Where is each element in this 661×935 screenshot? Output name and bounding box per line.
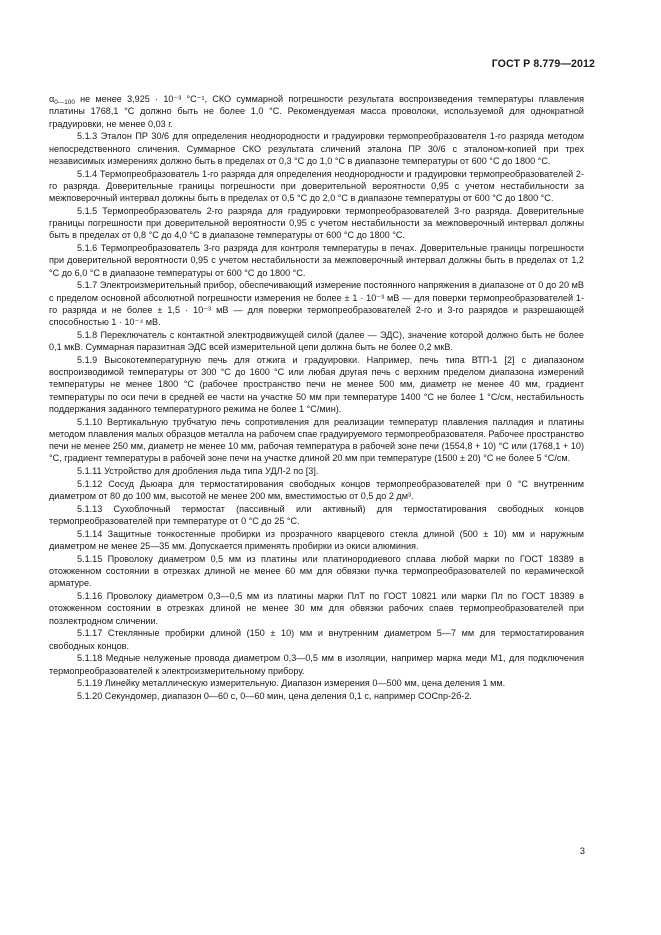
paragraph-continuation (49, 93, 584, 130)
document-body (49, 93, 584, 702)
paragraph-5-1-14: 5.1.14 Защитные тонкостенные пробирки из прозрачного кварцевого стекла длиной (500 ± 10) мм и наружным диаметром не менее 25—35 мм. Допускается применять пробирки из окиси алюминия. (49, 528, 584, 551)
paragraph-5-1-19: 5.1.19 Линейку металлическую измерительную. Диапазон измерения 0—500 мм, цена деления 1 мм. (77, 678, 506, 689)
paragraph-text: не менее 3,925 · 10⁻³ °С⁻¹, СКО суммарной погрешности результата воспроизведения температуры плавления платины 1768,1 °С должно быть не более 1,0 °С. Рекомендуемая масса проволоки, используемой для однократной градуировки, не менее 0,03 г. (49, 94, 584, 129)
paragraph-5-1-17: 5.1.17 Стеклянные пробирки длиной (150 ± 10) мм и внутренним диаметром 5—7 мм для термостатирования свободных концов. (49, 628, 584, 651)
paragraph-5-1-11: 5.1.11 Устройство для дробления льда типа УДЛ-2 по [3]. (77, 466, 319, 476)
alpha-symbol: α (49, 94, 55, 104)
paragraph-5-1-8: 5.1.8 Переключатель с контактной электродвижущей силой (далее — ЭДС), значение которой должно быть не более 0,1 мкВ. Суммарная паразитная ЭДС всей измерительной цепи должна быть не более 0,2 мкВ. (49, 329, 584, 352)
paragraph-5-1-10: 5.1.10 Вертикальную трубчатую печь сопротивления для реализации температур плавления палладия и платины методом плавления малых образцов металла на рабочем спае градуируемого термопреобразователя. Рабочее пространство печи не менее 250 мм, диаметр не менее 10 мм, рабочая температура в рабочей зоне печи (1554,8 + 10) °С или (1768,1 + 10) °С, градиент температуры в рабочей зоне печи на участке длиной 20 мм при температуре (1500 ± 20) °С не более 5 °С/см. (49, 416, 584, 464)
paragraph-5-1-4: 5.1.4 Термопреобразователь 1-го разряда для определения неоднородности и градуировки термопреобразователей 2-го разряда. Доверительные границы погрешности при доверительной вероятности 0,95 с учетом нестабильности за межповерочный интервал должны быть в пределах от 0,5 °С до 2,0 °С в диапазоне температуры от 600 °С до 1800 °С. (49, 168, 584, 203)
paragraph-5-1-9: 5.1.9 Высокотемпературную печь для отжига и градуировки. Например, печь типа ВТП-1 [2] с диапазоном воспроизводимой температуры от 300 °С до 1600 °С или любая другая печь с верхним пределом диапазона измерений температуры не менее 1800 °С (рабочее пространство печи не менее 500 мм, диаметр не менее 40 мм, градиент температуры по оси печи в средней ее части на участке 50 мм при температуре 1400 °С не более 1 °С/см, нестабильность поддержания заданного температурного режима не более 1 °С/мин). (49, 354, 584, 414)
paragraph-5-1-13: 5.1.13 Сухоблочный термостат (пассивный или активный) для термостатирования свободных концов термопреобразователей при температуре от 0 °С до 25 °С. (49, 503, 584, 526)
paragraph-5-1-12: 5.1.12 Сосуд Дьюара для термостатирования свободных концов термопреобразователей при 0 °С внутренним диаметром от 80 до 100 мм, высотой не менее 200 мм, вместимостью от 0,5 до 2 дм³. (49, 478, 584, 501)
alpha-subscript: 0—100 (54, 99, 75, 106)
paragraph-5-1-6: 5.1.6 Термопреобразователь 3-го разряда для контроля температуры в печах. Доверительные границы погрешности при доверительной вероятности 0,95 с учетом нестабильности за межповерочный интервал должны быть в пределах от 1,2 °С до 6,0 °С в диапазоне температуры от 600 °С до 1800 °С. (49, 243, 584, 278)
paragraph-5-1-16: 5.1.16 Проволоку диаметром 0,3—0,5 мм из платины марки ПлТ по ГОСТ 10821 или марки Пл по ГОСТ 18389 в отожженном состоянии в отрезках длиной не менее 30 мм для обвязки рабочих спаев термопреобразователей при позлектродном сличении. (49, 591, 584, 626)
paragraph-5-1-3: 5.1.3 Эталон ПР 30/6 для определения неоднородности и градуировки термопреобразователя 1-го разряда методом непосредственного сличения. Суммарное СКО результата сличений эталона ПР 30/6 с эталоном-копией при трех независимых измерениях должно быть в пределах от 0,3 °С до 1,0 °С в диапазоне температуры от 600 °С до 1800 °С. (49, 131, 584, 166)
document-header: ГОСТ Р 8.779—2012 (491, 58, 595, 70)
page-number: 3 (579, 845, 585, 856)
paragraph-5-1-15: 5.1.15 Проволоку диаметром 0,5 мм из платины или платинородиевого сплава любой марки по ГОСТ 18389 в отожженном состоянии в отрезках длиной не менее 60 мм для обвязки пучка термопреобразователей по керамической арматуре. (49, 553, 584, 589)
paragraph-5-1-7: 5.1.7 Электроизмерительный прибор, обеспечивающий измерение постоянного напряжения в диапазоне от 0 до 20 мВ с пределом основной абсолютной погрешности измерения не более ± 1 · 10⁻³ мВ — для поверки термопреобразователей 1-го разряда и не более ± 1,5 · 10⁻³ мВ — для поверки термопреобразователей 2-го и 3-го разрядов и разрешающей способностью 1 · 10⁻⁴ мВ. (49, 280, 584, 327)
paragraph-5-1-18: 5.1.18 Медные нелуженые провода диаметром 0,3—0,5 мм в изоляции, например марка меди М1, для подключения термопреобразователей к электроизмерительному прибору. (49, 653, 584, 676)
paragraph-5-1-5: 5.1.5 Термопреобразователь 2-го разряда для градуировки термопреобразователей 3-го разряда. Доверительные границы погрешности при доверительной вероятности 0,95 с учетом нестабильности за межповерочный интервал должны быть в пределах от 0,8 °С до 4,0 °С в диапазоне температуры от 600 °С до 1800 °С. (49, 205, 584, 241)
paragraph-5-1-20: 5.1.20 Секундомер, диапазон 0—60 с, 0—60 мин, цена деления 0,1 с, например СОСпр-2б-2. (77, 691, 472, 701)
